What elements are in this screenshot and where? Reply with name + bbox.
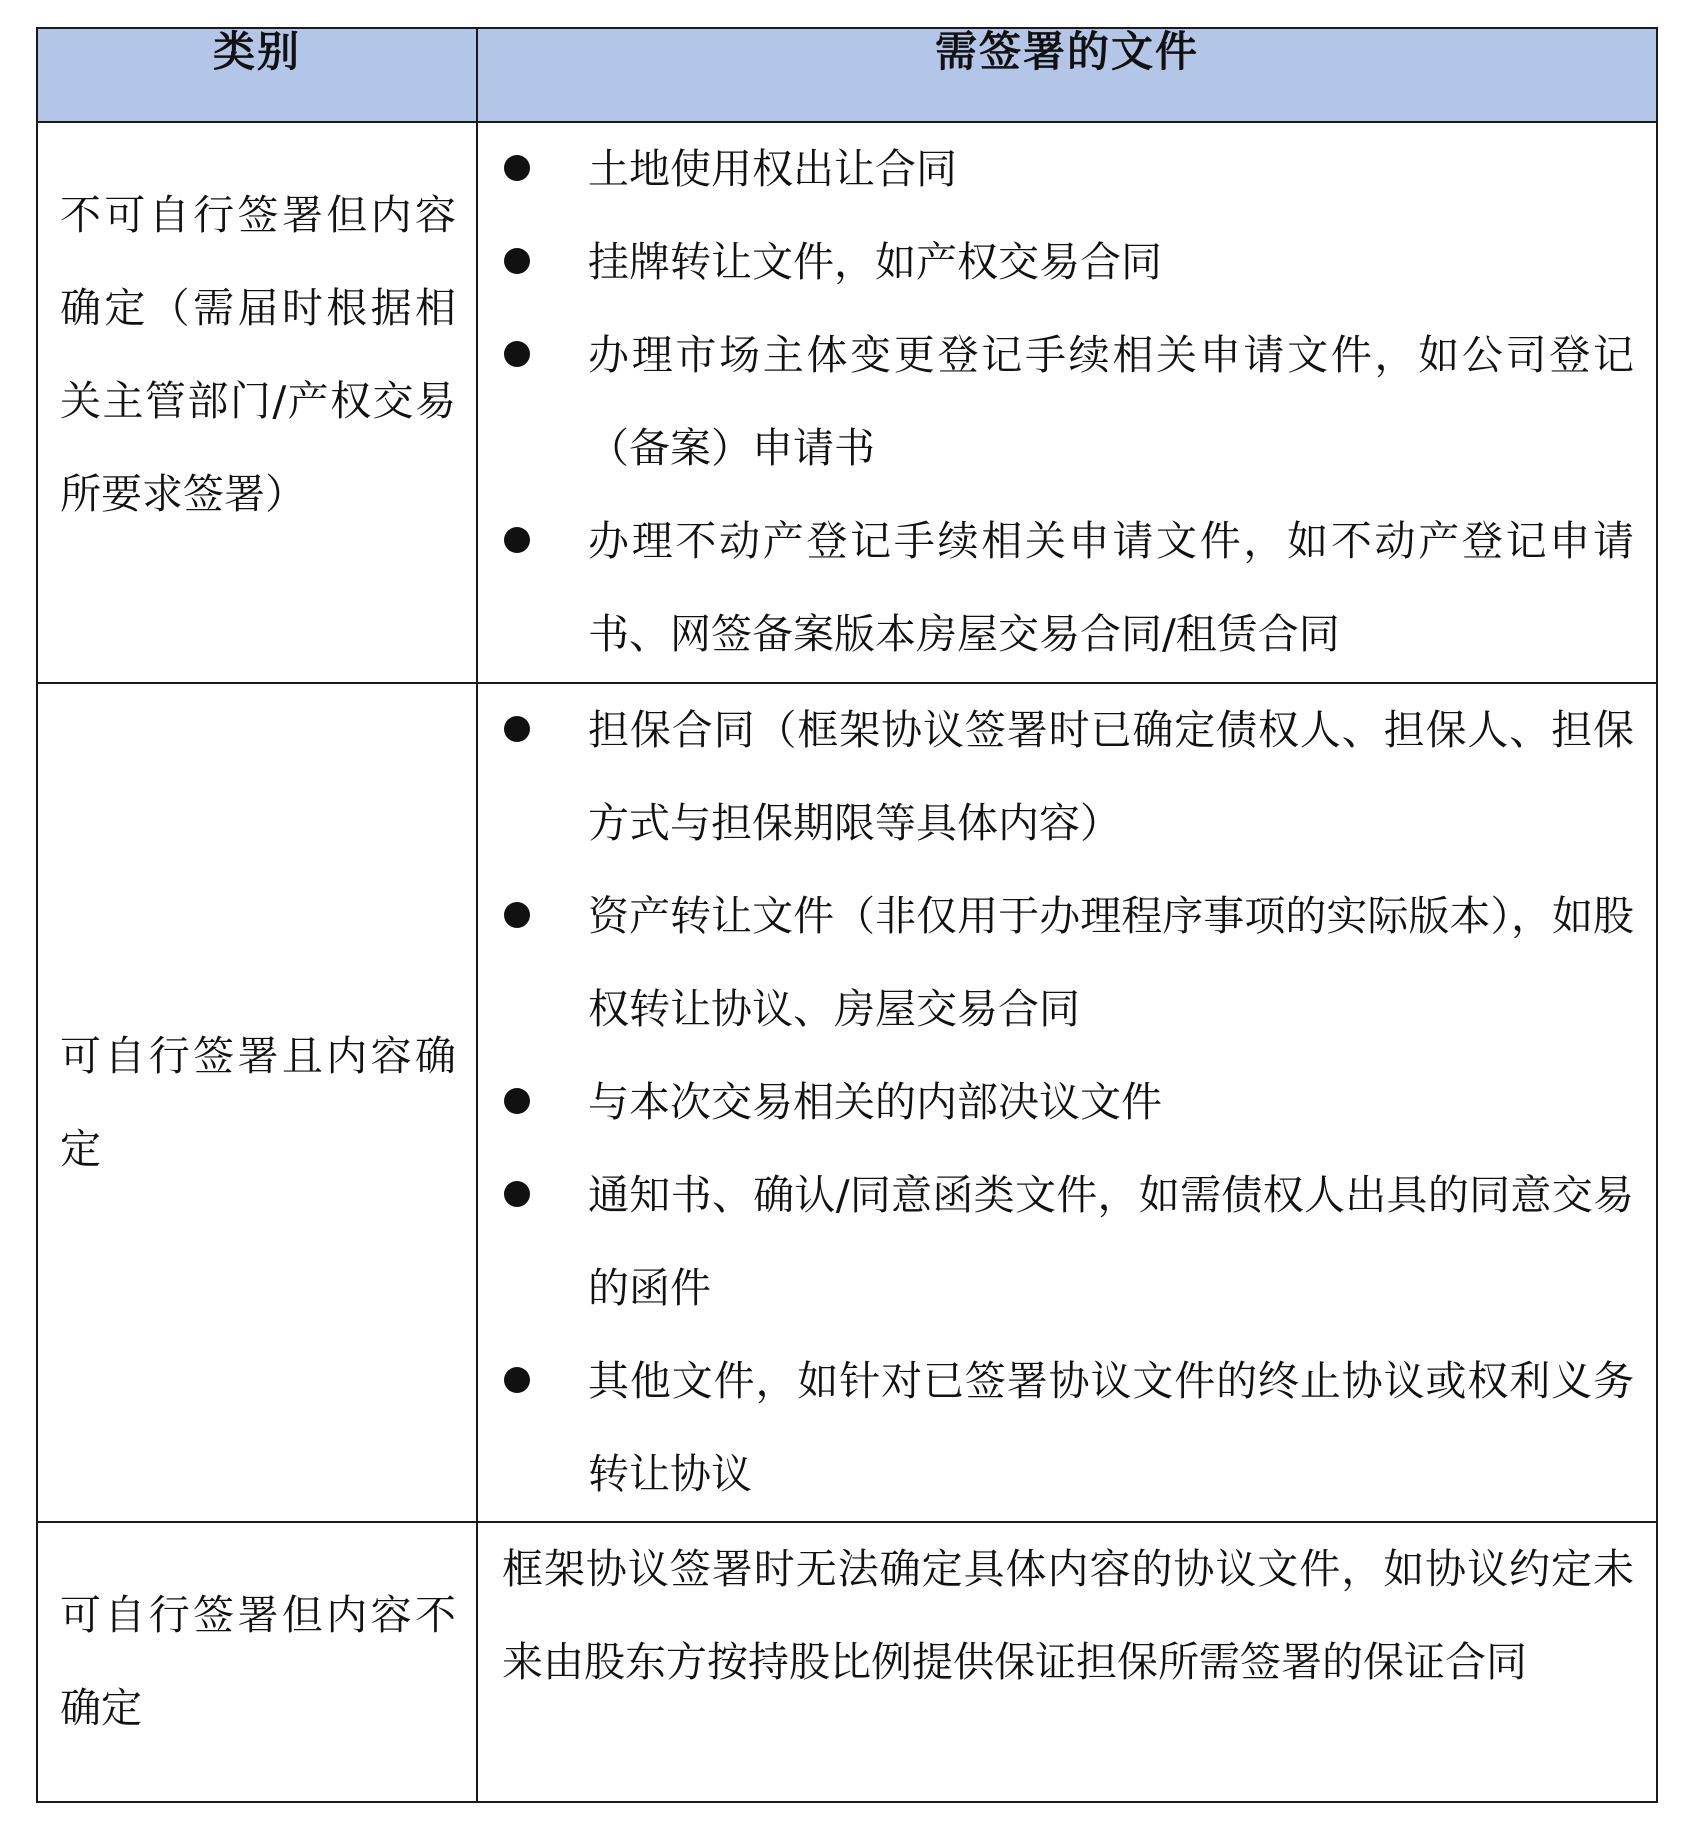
header-documents	[477, 28, 1657, 122]
table-header-row	[37, 28, 1657, 122]
list-item-text: 资产转让文件（非仅用于办理程序事项的实际版本），如股权转让协议、房屋交易合同	[588, 892, 1634, 1033]
list-item-text: 土地使用权出让合同	[588, 145, 957, 193]
bullet-icon	[504, 716, 530, 742]
list-item	[478, 309, 1656, 495]
list-item	[478, 1335, 1656, 1521]
document-list	[478, 684, 1656, 1521]
bullet-icon	[504, 1088, 530, 1114]
bullet-icon	[504, 248, 530, 274]
header-category-text: 类别	[212, 27, 301, 76]
category-text: 可自行签署且内容确定	[60, 1031, 456, 1173]
list-item-text: 与本次交易相关的内部决议文件	[588, 1078, 1162, 1126]
bullet-icon	[504, 1181, 530, 1207]
category-cell	[37, 1522, 477, 1802]
table-row	[37, 122, 1657, 683]
list-item	[478, 1149, 1656, 1335]
documents-cell	[477, 122, 1657, 683]
bullet-icon	[504, 341, 530, 367]
list-item	[478, 216, 1656, 309]
category-cell	[37, 122, 477, 683]
table-row	[37, 1522, 1657, 1802]
document-list	[478, 123, 1656, 681]
list-item	[478, 495, 1656, 681]
header-documents-text: 需签署的文件	[934, 27, 1199, 76]
bullet-icon	[504, 902, 530, 928]
document-description: 框架协议签署时无法确定具体内容的协议文件，如协议约定未来由股东方按持股比例提供保证担保所需签署的保证合同	[502, 1545, 1634, 1686]
bullet-icon	[504, 527, 530, 553]
list-item	[478, 870, 1656, 1056]
bullet-icon	[504, 155, 530, 181]
bullet-icon	[504, 1367, 530, 1393]
header-category	[37, 28, 477, 122]
list-item-text: 通知书、确认/同意函类文件，如需债权人出具的同意交易的函件	[588, 1171, 1634, 1312]
list-item	[478, 1056, 1656, 1149]
list-item-text: 办理市场主体变更登记手续相关申请文件，如公司登记（备案）申请书	[588, 331, 1634, 472]
documents-cell	[477, 1522, 1657, 1802]
list-item-text: 担保合同（框架协议签署时已确定债权人、担保人、担保方式与担保期限等具体内容）	[588, 706, 1634, 847]
signing-documents-table	[36, 27, 1658, 1803]
list-item	[478, 123, 1656, 216]
list-item	[478, 684, 1656, 870]
list-item-text: 其他文件，如针对已签署协议文件的终止协议或权利义务转让协议	[588, 1357, 1634, 1498]
category-text: 不可自行签署但内容确定（需届时根据相关主管部门/产权交易所要求签署）	[60, 191, 456, 518]
list-item-text: 办理不动产登记手续相关申请文件，如不动产登记申请书、网签备案版本房屋交易合同/租赁合同	[588, 517, 1634, 658]
category-cell	[37, 683, 477, 1522]
documents-cell	[477, 683, 1657, 1522]
list-item-text: 挂牌转让文件，如产权交易合同	[588, 238, 1162, 286]
category-text: 可自行签署但内容不确定	[60, 1591, 456, 1732]
table-row	[37, 683, 1657, 1522]
